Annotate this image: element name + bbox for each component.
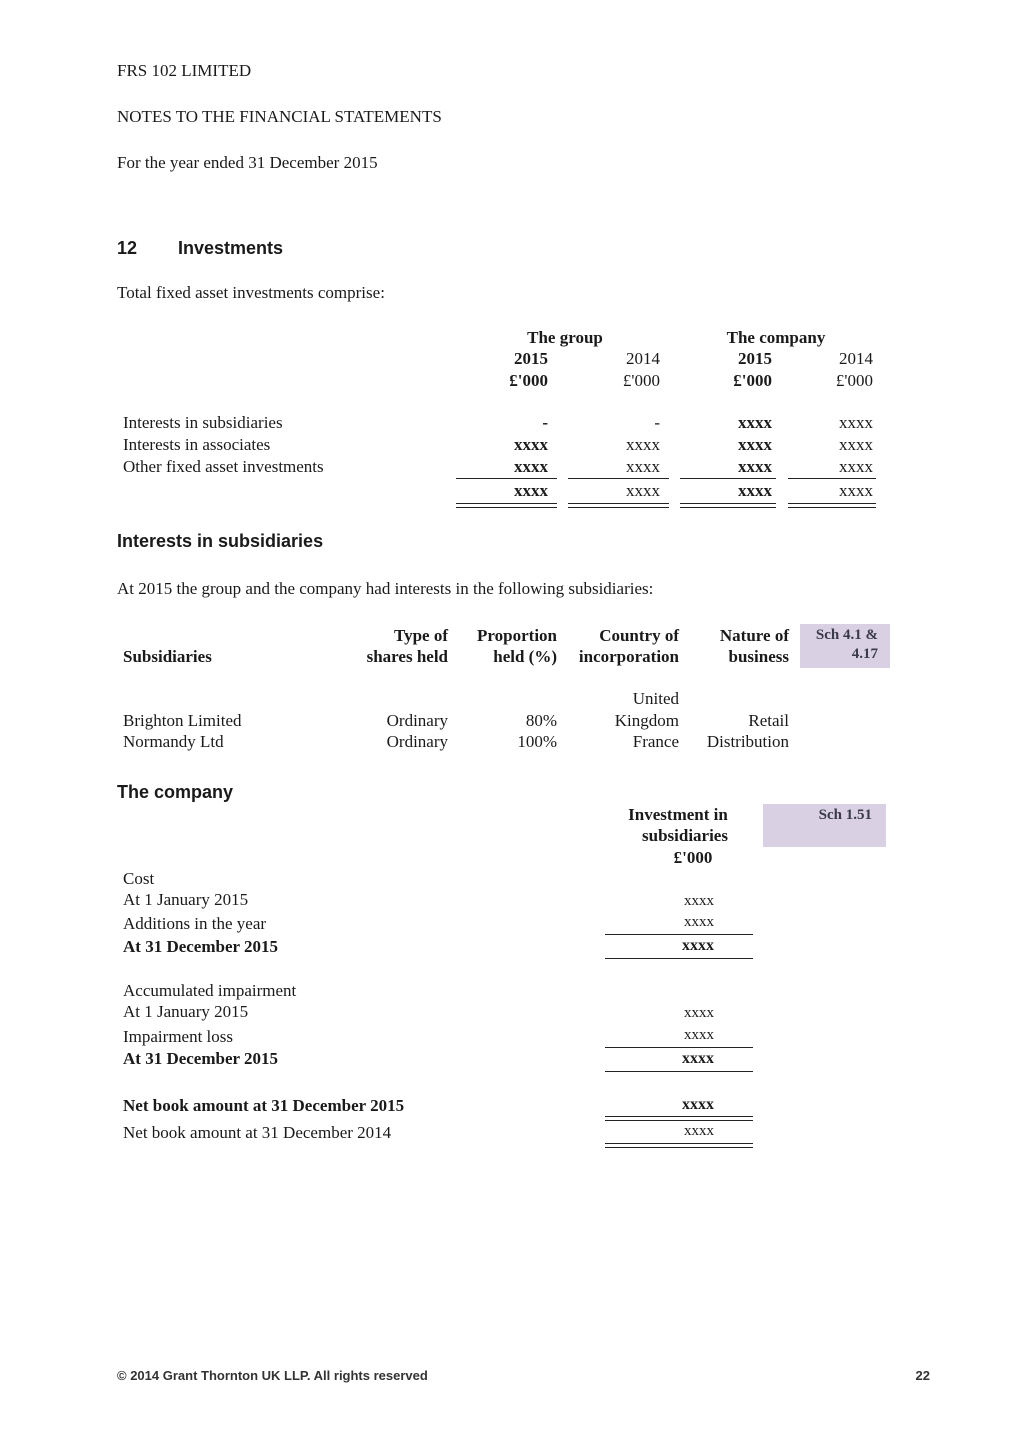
year-company-2015: 2015	[738, 349, 772, 368]
investment-col-header: subsidiaries	[642, 826, 728, 845]
unit-group-2014: £'000	[622, 371, 660, 390]
value-cell: xxxx	[626, 435, 660, 454]
copyright-notice: © 2014 Grant Thornton UK LLP. All rights reserved	[117, 1368, 428, 1383]
schedule-reference: Sch 1.51	[818, 807, 872, 823]
impairment-label: Accumulated impairment	[123, 981, 297, 1000]
total-cell: xxxx	[514, 481, 548, 500]
total-rule	[605, 1071, 753, 1072]
value-cell: xxxx	[626, 457, 660, 476]
impairment-closing-label: At 31 December 2015	[123, 1049, 279, 1068]
document-title: NOTES TO THE FINANCIAL STATEMENTS	[117, 107, 442, 126]
total-cell: xxxx	[626, 481, 660, 500]
type-header: Type of	[394, 626, 448, 645]
value-cell: xxxx	[514, 435, 548, 454]
cost-label: Cost	[123, 869, 155, 888]
nature-header: Nature of	[719, 626, 789, 645]
year-group-2014: 2014	[626, 349, 660, 368]
business-nature: Distribution	[706, 732, 789, 751]
value-cell: -	[654, 413, 660, 432]
impairment-opening-label: At 1 January 2015	[123, 1002, 249, 1021]
year-company-2014: 2014	[839, 349, 873, 368]
company-heading: The company	[117, 782, 234, 802]
investment-col-header: Investment in	[628, 805, 728, 824]
schedule-reference-box	[800, 624, 890, 668]
value-cell: -	[542, 413, 548, 432]
country: United	[632, 689, 679, 708]
subtotal-rule	[568, 478, 669, 479]
subsidiaries-col-header: Subsidiaries	[123, 647, 212, 666]
note-intro: Total fixed asset investments comprise:	[117, 283, 385, 302]
country: Kingdom	[614, 711, 679, 730]
nbv-2014-value: xxxx	[684, 1123, 714, 1139]
total-cell: xxxx	[839, 481, 873, 500]
value-cell: xxxx	[738, 413, 772, 432]
proportion-header: held (%)	[493, 647, 557, 666]
value-cell: xxxx	[839, 435, 873, 454]
subtotal-rule	[788, 478, 876, 479]
note-number: 12	[117, 238, 138, 258]
schedule-reference: 4.17	[851, 646, 878, 662]
nbv-2015-label: Net book amount at 31 December 2015	[123, 1096, 405, 1115]
value-cell: xxxx	[738, 435, 772, 454]
cost-opening-value: xxxx	[684, 893, 714, 909]
company-header: The company	[726, 328, 826, 347]
unit-group-2015: £'000	[509, 371, 548, 390]
nature-header: business	[728, 647, 789, 666]
business-nature: Retail	[748, 711, 789, 730]
subtotal-rule	[605, 934, 753, 935]
impairment-opening-value: xxxx	[684, 1005, 714, 1021]
total-cell: xxxx	[738, 481, 772, 500]
shares-type: Ordinary	[386, 711, 448, 730]
total-rule	[605, 958, 753, 959]
country-header: Country of	[599, 626, 679, 645]
unit-company-2014: £'000	[835, 371, 873, 390]
impairment-loss-label: Impairment loss	[123, 1027, 234, 1046]
subsidiary-name: Brighton Limited	[123, 711, 242, 730]
row-label: Interests in subsidiaries	[123, 413, 283, 432]
cost-closing-value: xxxx	[682, 937, 714, 954]
subtotal-rule	[456, 478, 557, 479]
impairment-closing-value: xxxx	[682, 1050, 714, 1067]
subsidiary-name: Normandy Ltd	[123, 732, 224, 751]
value-cell: xxxx	[738, 457, 772, 476]
row-label: Interests in associates	[123, 435, 271, 454]
nbv-2015-value: xxxx	[682, 1096, 714, 1113]
schedule-reference: Sch 4.1 &	[815, 627, 878, 643]
type-header: shares held	[366, 647, 448, 666]
impairment-loss-value: xxxx	[684, 1027, 714, 1043]
page-number: 22	[915, 1368, 930, 1383]
value-cell: xxxx	[839, 457, 873, 476]
unit-company-2015: £'000	[733, 371, 772, 390]
shares-type: Ordinary	[386, 732, 448, 751]
proportion-header: Proportion	[477, 626, 557, 645]
row-label: Other fixed asset investments	[123, 457, 324, 476]
country-header: incorporation	[578, 647, 679, 666]
investment-col-unit: £'000	[673, 848, 713, 867]
cost-closing-label: At 31 December 2015	[123, 937, 279, 956]
proportion-held: 80%	[525, 711, 557, 730]
company-name: FRS 102 LIMITED	[117, 61, 252, 80]
total-double-rule	[605, 1116, 753, 1121]
group-header: The group	[527, 328, 603, 347]
nbv-2014-label: Net book amount at 31 December 2014	[123, 1123, 392, 1142]
value-cell: xxxx	[514, 457, 548, 476]
subtotal-rule	[680, 478, 776, 479]
total-double-rule	[456, 503, 557, 508]
value-cell: xxxx	[839, 413, 873, 432]
additions-value: xxxx	[684, 914, 714, 930]
subtotal-rule	[605, 1047, 753, 1048]
subsidiaries-intro: At 2015 the group and the company had interests in the following subsidiaries:	[117, 579, 654, 598]
subsidiaries-heading: Interests in subsidiaries	[117, 531, 324, 551]
proportion-held: 100%	[517, 732, 557, 751]
period-text: For the year ended 31 December 2015	[117, 153, 378, 172]
additions-label: Additions in the year	[123, 914, 267, 933]
schedule-reference-box	[763, 804, 886, 847]
total-double-rule	[605, 1143, 753, 1148]
country: France	[632, 732, 679, 751]
year-group-2015: 2015	[514, 349, 548, 368]
total-double-rule	[680, 503, 776, 508]
cost-opening-label: At 1 January 2015	[123, 890, 249, 909]
total-double-rule	[788, 503, 876, 508]
note-title: Investments	[178, 238, 284, 258]
total-double-rule	[568, 503, 669, 508]
